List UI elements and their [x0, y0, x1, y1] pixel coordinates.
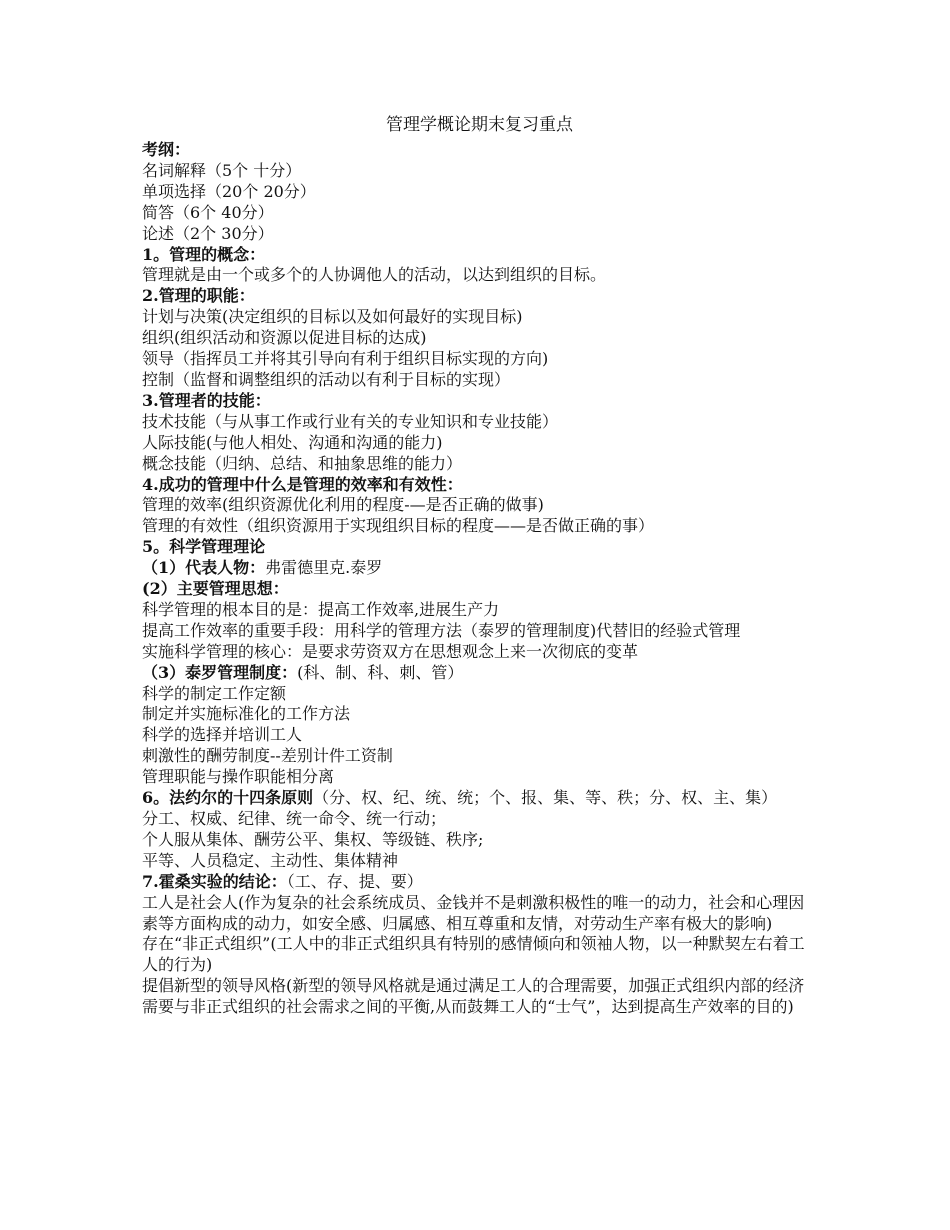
list-item: 科学管理的根本目的是：提高工作效率,进展生产力	[142, 599, 500, 619]
list-item: 管理职能与操作职能相分离	[142, 767, 335, 787]
section-heading: 6。法约尔的十四条原则	[142, 788, 314, 808]
document-title: 管理学概论期末复习重点	[386, 115, 573, 135]
section-heading: 4.成功的管理中什么是管理的效率和有效性：	[142, 474, 463, 494]
outline-item: 论述（2个 30分）	[142, 223, 274, 243]
section-heading: 7.霍桑实验的结论：	[142, 871, 287, 891]
list-item: 分工、权威、纪律、统一命令、统一行动；	[142, 809, 447, 828]
list-item: 个人服从集体、酬劳公平、集权、等级链、秩序;	[142, 829, 484, 849]
section-heading: 3.管理者的技能：	[142, 390, 271, 410]
list-item: 实施科学管理的核心：是要求劳资双方在思想观念上来一次彻底的变革	[142, 641, 639, 661]
list-item: 概念技能（归纳、总结、和抽象思维的能力）	[142, 453, 463, 473]
subsection-label: (2）主要管理思想：	[142, 579, 289, 599]
subsection-label: （3）泰罗管理制度：	[142, 662, 298, 682]
subsection-hint: (科、制、科、刺、管）	[297, 662, 464, 682]
list-item: 管理的有效性（组织资源用于实现组织目标的程度——是否做正确的事）	[142, 516, 655, 536]
section-heading-line	[142, 872, 817, 893]
section-heading-line	[142, 788, 817, 809]
list-item: 平等、人员稳定、主动性、集体精神	[142, 850, 399, 870]
subsection-label: （1）代表人物：	[142, 558, 266, 578]
list-item: 管理的效率(组织资源优化利用的程度-—是否正确的做事)	[142, 495, 544, 515]
section-heading: 5。科学管理理论	[142, 537, 266, 557]
list-item: 计划与决策(决定组织的目标以及如何最好的实现目标)	[142, 307, 523, 327]
list-item: 存在“非正式组织”(工人中的非正式组织具有特别的感情倾向和领袖人物，以一种默契左右着工人的行为)	[142, 934, 805, 975]
list-item: 提倡新型的领导风格(新型的领导风格就是通过满足工人的合理需要，加强正式组织内部的经济需要与非正式组织的社会需求之间的平衡,从而鼓舞工人的“士气”，达到提高生产效率的目的)	[142, 976, 805, 1017]
outline-item: 名词解释（5个 十分）	[142, 160, 302, 180]
subsection-line	[142, 663, 817, 684]
subsection-value: 弗雷德里克.泰罗	[265, 558, 383, 578]
section-hint: （分、权、纪、统、统；个、报、集、等、秩；分、权、主、集）	[313, 788, 778, 808]
list-item: 科学的制定工作定额	[142, 683, 287, 703]
outline-item: 单项选择（20个 20分）	[142, 181, 316, 201]
section-text: 管理就是由一个或多个的人协调他人的活动，以达到组织的目标。	[142, 265, 607, 285]
section-hint: （工、存、提、要）	[286, 871, 423, 891]
list-item: 人际技能(与他人相处、沟通和沟通的能力)	[142, 432, 443, 452]
list-item: 科学的选择并培训工人	[142, 725, 303, 745]
list-item: 制定并实施标准化的工作方法	[142, 704, 351, 724]
outline-item: 简答（6个 40分）	[142, 202, 274, 222]
list-item: 控制（监督和调整组织的活动以有利于目标的实现）	[142, 369, 511, 389]
section-heading: 1。管理的概念：	[142, 244, 266, 264]
outline-heading: 考纲：	[142, 140, 191, 159]
list-item: 技术技能（与从事工作或行业有关的专业知识和专业技能）	[142, 411, 559, 431]
list-item: 提高工作效率的重要手段：用科学的管理方法（泰罗的管理制度)代替旧的经验式管理	[142, 620, 741, 640]
list-item: 工人是社会人(作为复杂的社会系统成员、金钱并不是刺激积极性的唯一的动力，社会和心理因素等方面构成的动力，如安全感、归属感、相互尊重和友情，对劳动生产率有极大的影响)	[142, 892, 805, 933]
list-item: 组织(组织活动和资源以促进目标的达成)	[142, 328, 427, 348]
list-item: 领导（指挥员工并将其引导向有利于组织目标实现的方向)	[142, 349, 549, 369]
document-page	[142, 112, 817, 1018]
section-heading: 2.管理的职能：	[142, 286, 255, 306]
list-item: 刺激性的酬劳制度--差别计件工资制	[142, 746, 393, 766]
subsection-line	[142, 558, 817, 579]
